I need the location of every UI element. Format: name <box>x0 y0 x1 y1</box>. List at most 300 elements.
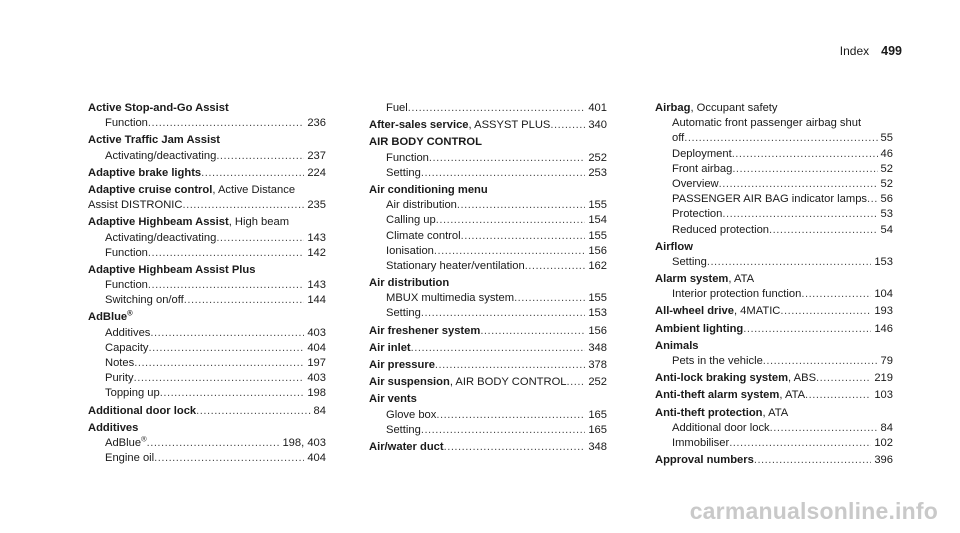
index-entry <box>88 404 326 419</box>
index-subentry <box>88 149 326 164</box>
index-subentry <box>655 436 893 451</box>
entry-qualifier: , Active Distance <box>212 183 296 196</box>
entry-text <box>105 386 160 401</box>
index-entry-line <box>369 135 607 150</box>
entry-text <box>386 423 421 438</box>
entry-qualifier: , ATA <box>728 273 755 286</box>
page-ref: 155 <box>588 292 607 305</box>
page-ref: 252 <box>588 376 607 389</box>
entry-text <box>655 322 743 337</box>
entry-text <box>386 408 436 423</box>
subentry-text: Front airbag <box>672 162 733 175</box>
entry-qualifier: , Occupant safety <box>690 102 778 114</box>
leader-dots <box>148 246 304 261</box>
leader-dots <box>801 287 871 302</box>
leader-dots <box>154 451 304 466</box>
page-ref: 340 <box>588 119 607 132</box>
entry-text <box>672 223 769 238</box>
leader-dots <box>196 404 310 419</box>
entry-text <box>105 293 184 308</box>
index-entry <box>369 375 607 390</box>
entry-text <box>105 278 148 293</box>
leader-dots <box>429 151 585 166</box>
header-label: Index <box>839 44 870 58</box>
page-ref: 198 <box>307 387 326 400</box>
index-entry <box>655 101 893 238</box>
leader-dots <box>525 259 586 274</box>
leader-dots <box>805 388 871 403</box>
page-ref: 162 <box>588 259 607 272</box>
index-column-1 <box>88 101 326 468</box>
index-subentry <box>88 451 326 466</box>
index-subentry <box>88 278 326 293</box>
index-entry-line <box>369 392 607 407</box>
entry-qualifier: , 4MATIC <box>733 305 781 318</box>
leader-dots <box>421 166 585 181</box>
entry-text <box>369 440 444 455</box>
index-subentry <box>88 436 326 451</box>
entry-text <box>655 388 805 403</box>
index-entry <box>369 118 607 133</box>
page-ref: 224 <box>307 166 326 179</box>
entry-qualifier: , ASSYST PLUS <box>468 119 551 132</box>
page-ref: 155 <box>588 199 607 212</box>
index-subentry <box>655 116 893 131</box>
index-entry-line <box>369 341 607 356</box>
index-entry <box>655 339 893 369</box>
page-ref: 53 <box>880 208 893 221</box>
index-entry-line <box>369 183 607 198</box>
index-column-3 <box>655 101 893 470</box>
entry-heading: Air suspension <box>369 376 450 389</box>
index-subentry <box>369 198 607 213</box>
entry-text <box>88 421 138 436</box>
leader-dots <box>216 149 304 164</box>
subentry-text: Function <box>105 279 148 292</box>
entry-text <box>655 272 754 287</box>
entry-qualifier: , ABS <box>788 372 817 385</box>
page-ref: 153 <box>588 307 607 320</box>
entry-qualifier: , High beam <box>228 216 290 229</box>
page-ref: 143 <box>307 231 326 244</box>
index-entry <box>655 371 893 386</box>
entry-heading: Adaptive Highbeam Assist Plus <box>88 263 256 276</box>
subentry-text: Additional door lock <box>672 421 770 434</box>
index-entry-line <box>655 339 893 354</box>
index-entry-line <box>88 198 326 213</box>
entry-text <box>672 421 770 436</box>
leader-dots <box>514 291 585 306</box>
index-subentry <box>369 259 607 274</box>
page-ref: 84 <box>880 421 893 434</box>
index-subentry <box>88 293 326 308</box>
index-entry <box>655 272 893 302</box>
index-entry <box>369 392 607 438</box>
entry-text <box>369 276 449 291</box>
page-ref: 144 <box>307 294 326 307</box>
index-subentry <box>655 177 893 192</box>
index-entry-line <box>655 272 893 287</box>
subentry-text: Interior protection function <box>672 288 802 301</box>
subentry-text: Capacity <box>105 341 149 354</box>
page-ref: 156 <box>588 324 607 337</box>
subentry-text: Setting <box>672 255 707 268</box>
page-ref: 54 <box>880 223 893 236</box>
index-entry-line <box>88 310 326 325</box>
leader-dots <box>867 192 878 207</box>
index-entry-line <box>655 388 893 403</box>
subentry-text: Stationary heater/ventilation <box>386 259 525 272</box>
index-subentry <box>369 166 607 181</box>
entry-text <box>655 453 754 468</box>
entry-heading: Air inlet <box>369 341 411 354</box>
entry-heading: Anti-theft alarm system <box>655 389 780 402</box>
superscript-mark: ® <box>127 310 133 318</box>
entry-heading: Additives <box>88 421 139 434</box>
superscript-mark: ® <box>141 435 147 444</box>
index-subentry <box>655 207 893 222</box>
subentry-text: Activating/deactivating <box>105 149 217 162</box>
page-ref: 56 <box>880 193 893 206</box>
leader-dots <box>732 162 877 177</box>
entry-text <box>88 310 133 325</box>
subentry-text: Glove box <box>386 408 437 421</box>
leader-dots <box>461 229 586 244</box>
index-entry-line <box>655 453 893 468</box>
page-ref: 52 <box>880 177 893 190</box>
entry-text <box>369 183 488 198</box>
entry-text <box>655 304 780 319</box>
entry-text <box>369 118 550 133</box>
leader-dots <box>769 223 878 238</box>
index-entry <box>88 183 326 213</box>
subentry-text: Function <box>386 151 429 164</box>
subentry-text: off <box>672 132 685 145</box>
subentry-text: Setting <box>386 166 421 179</box>
entry-heading: Air pressure <box>369 359 435 371</box>
index-subentry <box>88 231 326 246</box>
index-entry <box>369 135 607 181</box>
entry-heading: Adaptive cruise control <box>88 183 213 196</box>
entry-text <box>386 166 421 181</box>
page-ref: 404 <box>307 452 326 465</box>
entry-text <box>105 371 134 386</box>
entry-heading: Air/water duct <box>369 440 444 453</box>
entry-text <box>88 215 289 230</box>
subentry-text: Air distribution <box>386 199 457 212</box>
subentry-text: Additives <box>105 326 151 339</box>
entry-text <box>105 356 134 371</box>
entry-text <box>105 231 216 246</box>
entry-text <box>88 263 255 278</box>
index-subentry <box>655 162 893 177</box>
index-entry <box>655 240 893 270</box>
leader-dots <box>763 354 878 369</box>
subentry-text: Deployment <box>672 147 732 160</box>
page-ref: 219 <box>874 372 893 385</box>
index-subentry <box>655 287 893 302</box>
subentry-text: Switching on/off <box>105 294 184 307</box>
index-entry-line <box>369 440 607 455</box>
page-ref: 235 <box>307 199 326 212</box>
leader-dots <box>436 408 585 423</box>
page-ref: 396 <box>874 454 893 467</box>
page-ref: 155 <box>588 229 607 242</box>
page-ref: 84 <box>313 404 326 417</box>
index-subentry <box>655 147 893 162</box>
subentry-text: MBUX multimedia system <box>386 292 515 305</box>
page-ref: 348 <box>588 440 607 453</box>
leader-dots <box>421 306 585 321</box>
entry-text <box>105 451 154 466</box>
index-subentry <box>655 192 893 207</box>
entry-text <box>88 183 295 198</box>
entry-text <box>105 246 148 261</box>
subentry-text: Topping up <box>105 387 160 400</box>
index-subentry <box>655 255 893 270</box>
index-entry <box>655 406 893 452</box>
leader-dots <box>149 341 305 356</box>
entry-text <box>655 339 699 354</box>
index-entry <box>655 322 893 337</box>
leader-dots <box>160 386 305 401</box>
index-entry-line <box>655 240 893 255</box>
leader-dots <box>770 421 878 436</box>
subentry-text: Reduced protection <box>672 223 770 236</box>
index-entry-line <box>655 101 893 116</box>
subentry-text: Immobiliser <box>672 436 730 449</box>
subentry-text: AdBlue <box>105 436 142 449</box>
subentry-text: Fuel <box>386 102 408 114</box>
entry-heading: AdBlue <box>88 311 128 324</box>
page-ref: 403 <box>307 372 326 385</box>
leader-dots <box>182 198 304 213</box>
subentry-text: Purity <box>105 372 134 385</box>
leader-dots <box>480 324 585 339</box>
leader-dots <box>754 453 871 468</box>
entry-text <box>672 147 732 162</box>
entry-text <box>386 244 434 259</box>
index-entry <box>88 166 326 181</box>
leader-dots <box>150 326 304 341</box>
leader-dots <box>434 244 585 259</box>
page-ref: 153 <box>874 255 893 268</box>
entry-heading: After-sales service <box>369 119 469 132</box>
index-entry-line <box>369 118 607 133</box>
entry-text <box>672 287 801 302</box>
entry-text <box>386 198 457 213</box>
index-entry-line <box>655 406 893 421</box>
index-subentry <box>369 306 607 321</box>
page-ref: 401 <box>588 102 607 114</box>
page-ref: 142 <box>307 246 326 259</box>
index-entry-line <box>88 183 326 198</box>
index-subentry <box>88 116 326 131</box>
page-number: 499 <box>881 44 902 58</box>
index-subentry <box>88 246 326 261</box>
leader-dots <box>411 341 586 356</box>
entry-text <box>672 354 763 369</box>
index-entry-line <box>369 276 607 291</box>
entry-heading: Airflow <box>655 240 693 253</box>
entry-text <box>672 177 719 192</box>
subentry-text: Automatic front passenger airbag shut <box>672 117 862 130</box>
entry-text <box>386 101 408 116</box>
entry-heading: AIR BODY CONTROL <box>369 136 482 149</box>
index-entry <box>655 304 893 319</box>
index-subentry <box>88 386 326 401</box>
index-subentry <box>88 371 326 386</box>
index-entry <box>88 215 326 261</box>
index-column-2 <box>369 101 607 457</box>
index-subentry <box>655 354 893 369</box>
index-entry <box>88 101 326 131</box>
entry-heading: Anti-lock braking system <box>655 372 789 385</box>
entry-text <box>386 291 514 306</box>
entry-text <box>672 131 684 146</box>
index-entry-line <box>655 371 893 386</box>
entry-text <box>105 436 147 451</box>
page-ref: 348 <box>588 341 607 354</box>
entry-heading: Active Traffic Jam Assist <box>88 134 221 147</box>
index-subentry <box>369 408 607 423</box>
entry-heading: Air conditioning menu <box>369 183 488 196</box>
page-ref: 165 <box>588 423 607 436</box>
entry-text <box>105 341 149 356</box>
entry-text <box>672 255 707 270</box>
index-subentry <box>369 151 607 166</box>
leader-dots <box>184 293 305 308</box>
index-entry <box>655 388 893 403</box>
entry-text <box>386 306 421 321</box>
entry-heading: Air vents <box>369 393 417 406</box>
entry-text <box>369 135 482 150</box>
leader-dots <box>201 166 304 181</box>
entry-text <box>655 406 788 421</box>
subentry-text: Function <box>105 246 148 259</box>
entry-text <box>386 229 461 244</box>
entry-text <box>655 371 816 386</box>
index-entry-line <box>88 404 326 419</box>
leader-dots <box>729 436 871 451</box>
entry-text <box>88 404 196 419</box>
leader-dots <box>134 356 304 371</box>
entry-heading: Alarm system <box>655 273 729 286</box>
index-entry <box>88 421 326 467</box>
page-ref: 252 <box>588 151 607 164</box>
leader-dots <box>148 116 304 131</box>
leader-dots <box>743 322 871 337</box>
subentry-text: Activating/deactivating <box>105 231 217 244</box>
page-ref: 237 <box>307 149 326 162</box>
page-ref: 165 <box>588 408 607 421</box>
page-ref: 102 <box>874 436 893 449</box>
index-entry <box>369 341 607 356</box>
entry-text <box>655 240 693 255</box>
subentry-text: Pets in the vehicle <box>672 355 763 367</box>
subentry-text: Overview <box>672 177 719 190</box>
entry-text <box>386 151 429 166</box>
index-subentry <box>369 101 607 116</box>
entry-text <box>88 101 229 116</box>
page-ref: 403 <box>307 326 326 339</box>
entry-text <box>369 341 411 356</box>
subentry-text: Setting <box>386 307 421 320</box>
leader-dots <box>148 278 304 293</box>
entry-text <box>88 133 220 148</box>
leader-dots <box>216 231 304 246</box>
page-ref: 46 <box>880 147 893 160</box>
page-ref: 52 <box>880 162 893 175</box>
entry-text <box>672 207 722 222</box>
index-subentry <box>655 131 893 146</box>
subentry-text: Setting <box>386 423 421 436</box>
entry-text <box>672 192 867 207</box>
leader-dots <box>550 118 585 133</box>
watermark: carmanualsonline.info <box>689 498 938 524</box>
index-subentry <box>88 326 326 341</box>
subentry-text: Protection <box>672 208 723 221</box>
entry-text <box>672 436 729 451</box>
subentry-text: PASSENGER AIR BAG indicator lamps <box>672 193 868 206</box>
page-ref: 378 <box>588 359 607 371</box>
entry-qualifier: , ATA <box>779 389 806 402</box>
subentry-text: Climate control <box>386 229 461 242</box>
index-entry-line <box>655 322 893 337</box>
entry-text <box>105 149 216 164</box>
entry-text <box>655 101 778 116</box>
page-ref: 154 <box>588 214 607 227</box>
entry-text <box>105 326 150 341</box>
leader-dots <box>436 213 586 228</box>
leader-dots <box>567 375 586 390</box>
entry-heading: Airbag <box>655 102 691 114</box>
index-entry-line <box>88 215 326 230</box>
index-subentry <box>369 229 607 244</box>
entry-text <box>386 259 525 274</box>
index-entry-line <box>655 304 893 319</box>
entry-qualifier: , ATA <box>762 406 789 419</box>
leader-dots <box>421 423 585 438</box>
subentry-text: Calling up <box>386 214 436 227</box>
index-entry <box>88 133 326 163</box>
page-ref: 103 <box>874 389 893 402</box>
leader-dots <box>707 255 871 270</box>
entry-text <box>369 375 567 390</box>
index-entry <box>369 440 607 455</box>
leader-dots <box>722 207 877 222</box>
subentry-text: Notes <box>105 357 135 369</box>
entry-heading: Approval numbers <box>655 454 754 467</box>
page-ref: 156 <box>588 244 607 257</box>
page-ref: 198, 403 <box>282 436 326 449</box>
leader-dots <box>780 304 871 319</box>
index-entry <box>369 101 607 116</box>
index-entry <box>369 358 607 373</box>
index-entry-line <box>369 358 607 373</box>
index-entry-line <box>369 324 607 339</box>
entry-heading: Additional door lock <box>88 404 197 417</box>
entry-text <box>369 324 480 339</box>
leader-dots <box>444 440 586 455</box>
entry-heading: Air freshener system <box>369 324 481 337</box>
leader-dots <box>147 436 280 451</box>
page-ref: 143 <box>307 279 326 292</box>
entry-text <box>672 116 861 131</box>
index-entry-line <box>88 263 326 278</box>
entry-heading: Active Stop-and-Go Assist <box>88 102 229 114</box>
page-ref: 146 <box>874 322 893 335</box>
